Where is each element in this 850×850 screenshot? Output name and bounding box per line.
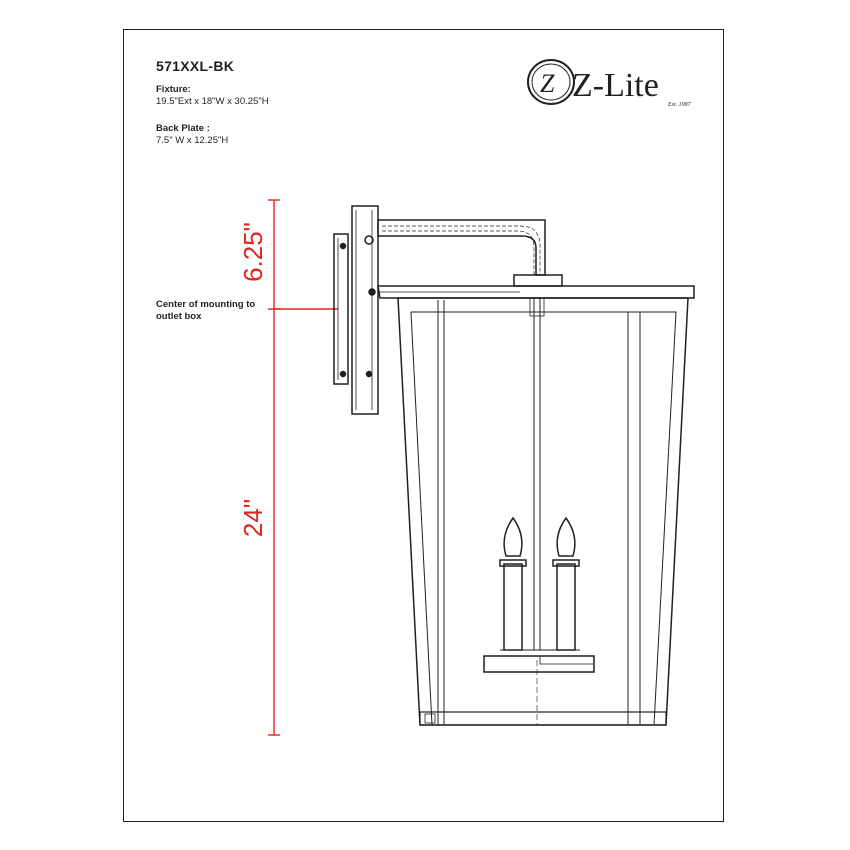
logo-mark: Z	[540, 69, 555, 98]
model-number: 571XXL-BK	[156, 58, 235, 74]
fixture-label: Fixture:	[156, 84, 191, 95]
dimension-lines	[268, 200, 338, 735]
fixture-dimensions: 19.5"Ext x 18"W x 30.25"H	[156, 96, 269, 107]
back-plate-label: Back Plate :	[156, 123, 210, 134]
logo-est: Est. 1987	[668, 102, 691, 108]
dimension-lower: 24"	[238, 498, 268, 538]
dimension-upper: 6.25"	[238, 222, 268, 282]
fixture-drawing	[334, 206, 694, 725]
z-lite-logo	[528, 60, 692, 108]
mounting-note: Center of mounting to outlet box	[156, 299, 256, 322]
logo-text: Z-Lite	[572, 67, 659, 104]
back-plate-dimensions: 7.5" W x 12.25"H	[156, 135, 229, 146]
